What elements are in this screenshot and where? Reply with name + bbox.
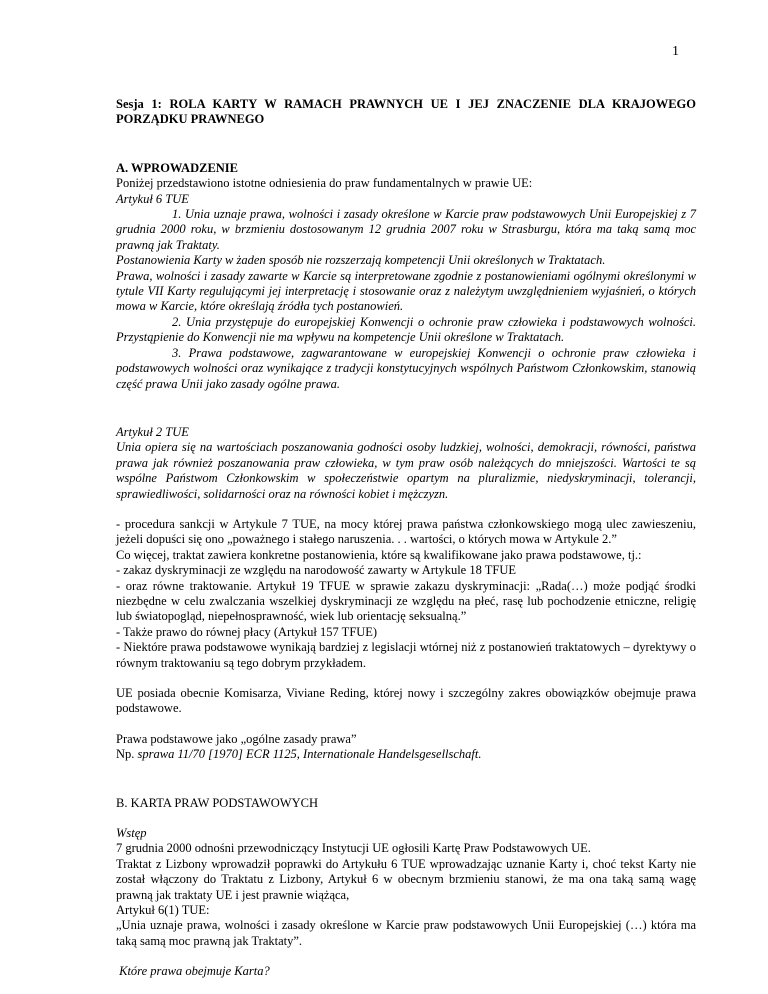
case-prefix: Np. (116, 747, 138, 762)
article-6-paragraph-3: Prawa, wolności i zasady zawarte w Karcie są interpretowane zgodnie z postanowieniami ogólnymi określonymi w tytule VII Karty regulującymi jej interpretację i stosowanie oraz z należytym uwzględnieniem wyjaśnień, o których mowa w Karcie, które określają źródła tych postanowień. (116, 268, 696, 314)
section-b-paragraph-3: Artykuł 6(1) TUE: (116, 903, 210, 918)
general-principles-heading: Prawa podstawowe jako „ogólne zasady prawa” (116, 731, 357, 746)
section-b-intro-label: Wstęp (116, 826, 147, 841)
article-6-title: Artykuł 6 TUE (116, 191, 189, 206)
nationality-item: - zakaz dyskryminacji ze względu na narodowość zawarty w Artykule 18 TFUE (116, 563, 516, 578)
equal-treatment-item: - oraz równe traktowanie. Artykuł 19 TFUE w sprawie zakazu dyskryminacji: „Rada(…) może podjąć środki niezbędne w celu zwalczania wszelkiej dyskryminacji ze względu na płeć, rasę lub pochodzenie etniczne, religię lub światopogląd, niepełnosprawność, wiek lub orientację seksualną.” (116, 578, 696, 624)
article-6-paragraph-1: 1. Unia uznaje prawa, wolności i zasady określone w Karcie praw podstawowych Unii Europejskiej z 7 grudnia 2000 roku, w brzmieniu dostosowanym 12 grudnia 2007 roku w Strasburgu, która ma taką samą moc prawną jak Traktaty. (116, 207, 696, 252)
section-b-heading: B. KARTA PRAW PODSTAWOWYCH (116, 795, 318, 810)
session-title: Sesja 1: ROLA KARTY W RAMACH PRAWNYCH UE I JEJ ZNACZENIE DLA KRAJOWEGO PORZĄDKU PRAWNEGO (116, 97, 696, 127)
section-b-paragraph-4: „Unia uznaje prawa, wolności i zasady określone w Karcie praw podstawowych Unii Europejskiej (…) która ma taką samą moc prawną jak Traktaty”. (116, 918, 696, 948)
section-a-heading: A. WPROWADZENIE (116, 160, 239, 175)
case-reference (116, 747, 696, 762)
commissioner-paragraph: UE posiada obecnie Komisarza, Viviane Reding, której nowy i szczególny zakres obowiązków obejmuje prawa podstawowe. (116, 686, 696, 716)
equal-pay-item: - Także prawo do równej płacy (Artykuł 157 TFUE) (116, 624, 378, 639)
section-b-paragraph-2: Traktat z Lizbony wprowadził poprawki do Artykułu 6 TUE wprowadzając uznanie Karty i, choć tekst Karty nie został włączony do Traktatu z Lizbony, Artykuł 6 w obecnym brzmieniu stanowi, że ma ona taką samą wagę prawną jak traktaty UE i jest prawnie wiążąca, (116, 856, 696, 902)
case-citation: sprawa 11/70 [1970] ECR 1125, Internationale Handelsgesellschaft. (137, 747, 482, 762)
section-b-paragraph-1: 7 grudnia 2000 odnośni przewodniczący Instytucji UE ogłosili Kartę Praw Podstawowych UE. (116, 841, 591, 856)
article-6-paragraph-5: 3. Prawa podstawowe, zagwarantowane w europejskiej Konwencji o ochronie praw człowieka i podstawowych wolności oraz wynikające z tradycji konstytucyjnych wspólnych Państwom Członkowskim, stanowią część prawa Unii jako zasady ogólne prawa. (116, 345, 696, 391)
document-body (116, 97, 696, 980)
section-a-intro: Poniżej przedstawiono istotne odniesienia do praw fundamentalnych w prawie UE: (116, 176, 533, 191)
sanctions-paragraph: - procedura sankcji w Artykule 7 TUE, na mocy której prawa państwa członkowskiego mogą ulec zawieszeniu, jeżeli dopuści się ono „poważnego i stałego naruszenia. . . wartości, o których mowa w Artykule 2.” (116, 516, 696, 547)
charter-rights-question: Które prawa obejmuje Karta? (116, 964, 270, 979)
article-2-title: Artykuł 2 TUE (116, 424, 189, 439)
secondary-legislation-item: - Niektóre prawa podstawowe wynikają bardziej z legislacji wtórnej niż z postanowień traktatowych – dyrektywy o równym traktowaniu są tego dobrym przykładem. (116, 640, 696, 670)
article-6-paragraph-4: 2. Unia przystępuje do europejskiej Konwencji o ochronie praw człowieka i podstawowych wolności. Przystąpienie do Konwencji nie ma wpływu na kompetencje Unii określone w Traktatach. (116, 314, 696, 345)
page-number: 1 (672, 44, 679, 59)
article-6-paragraph-2: Postanowienia Karty w żaden sposób nie rozszerzają kompetencji Unii określonych w Traktatach. (116, 253, 606, 268)
article-2-text: Unia opiera się na wartościach poszanowania godności osoby ludzkiej, wolności, demokracji, równości, państwa prawa jak również poszanowania praw człowieka, w tym praw osób należących do mniejszości. Wartości te są wspólne Państwom Członkowskim w społeczeństwie opartym na pluralizmie, niedyskryminacji, tolerancji, sprawiedliwości, solidarności oraz na równości kobiet i mężczyzn. (116, 440, 696, 501)
moreover-paragraph: Co więcej, traktat zawiera konkretne postanowienia, które są kwalifikowane jako prawa podstawowe, tj.: (116, 547, 642, 562)
